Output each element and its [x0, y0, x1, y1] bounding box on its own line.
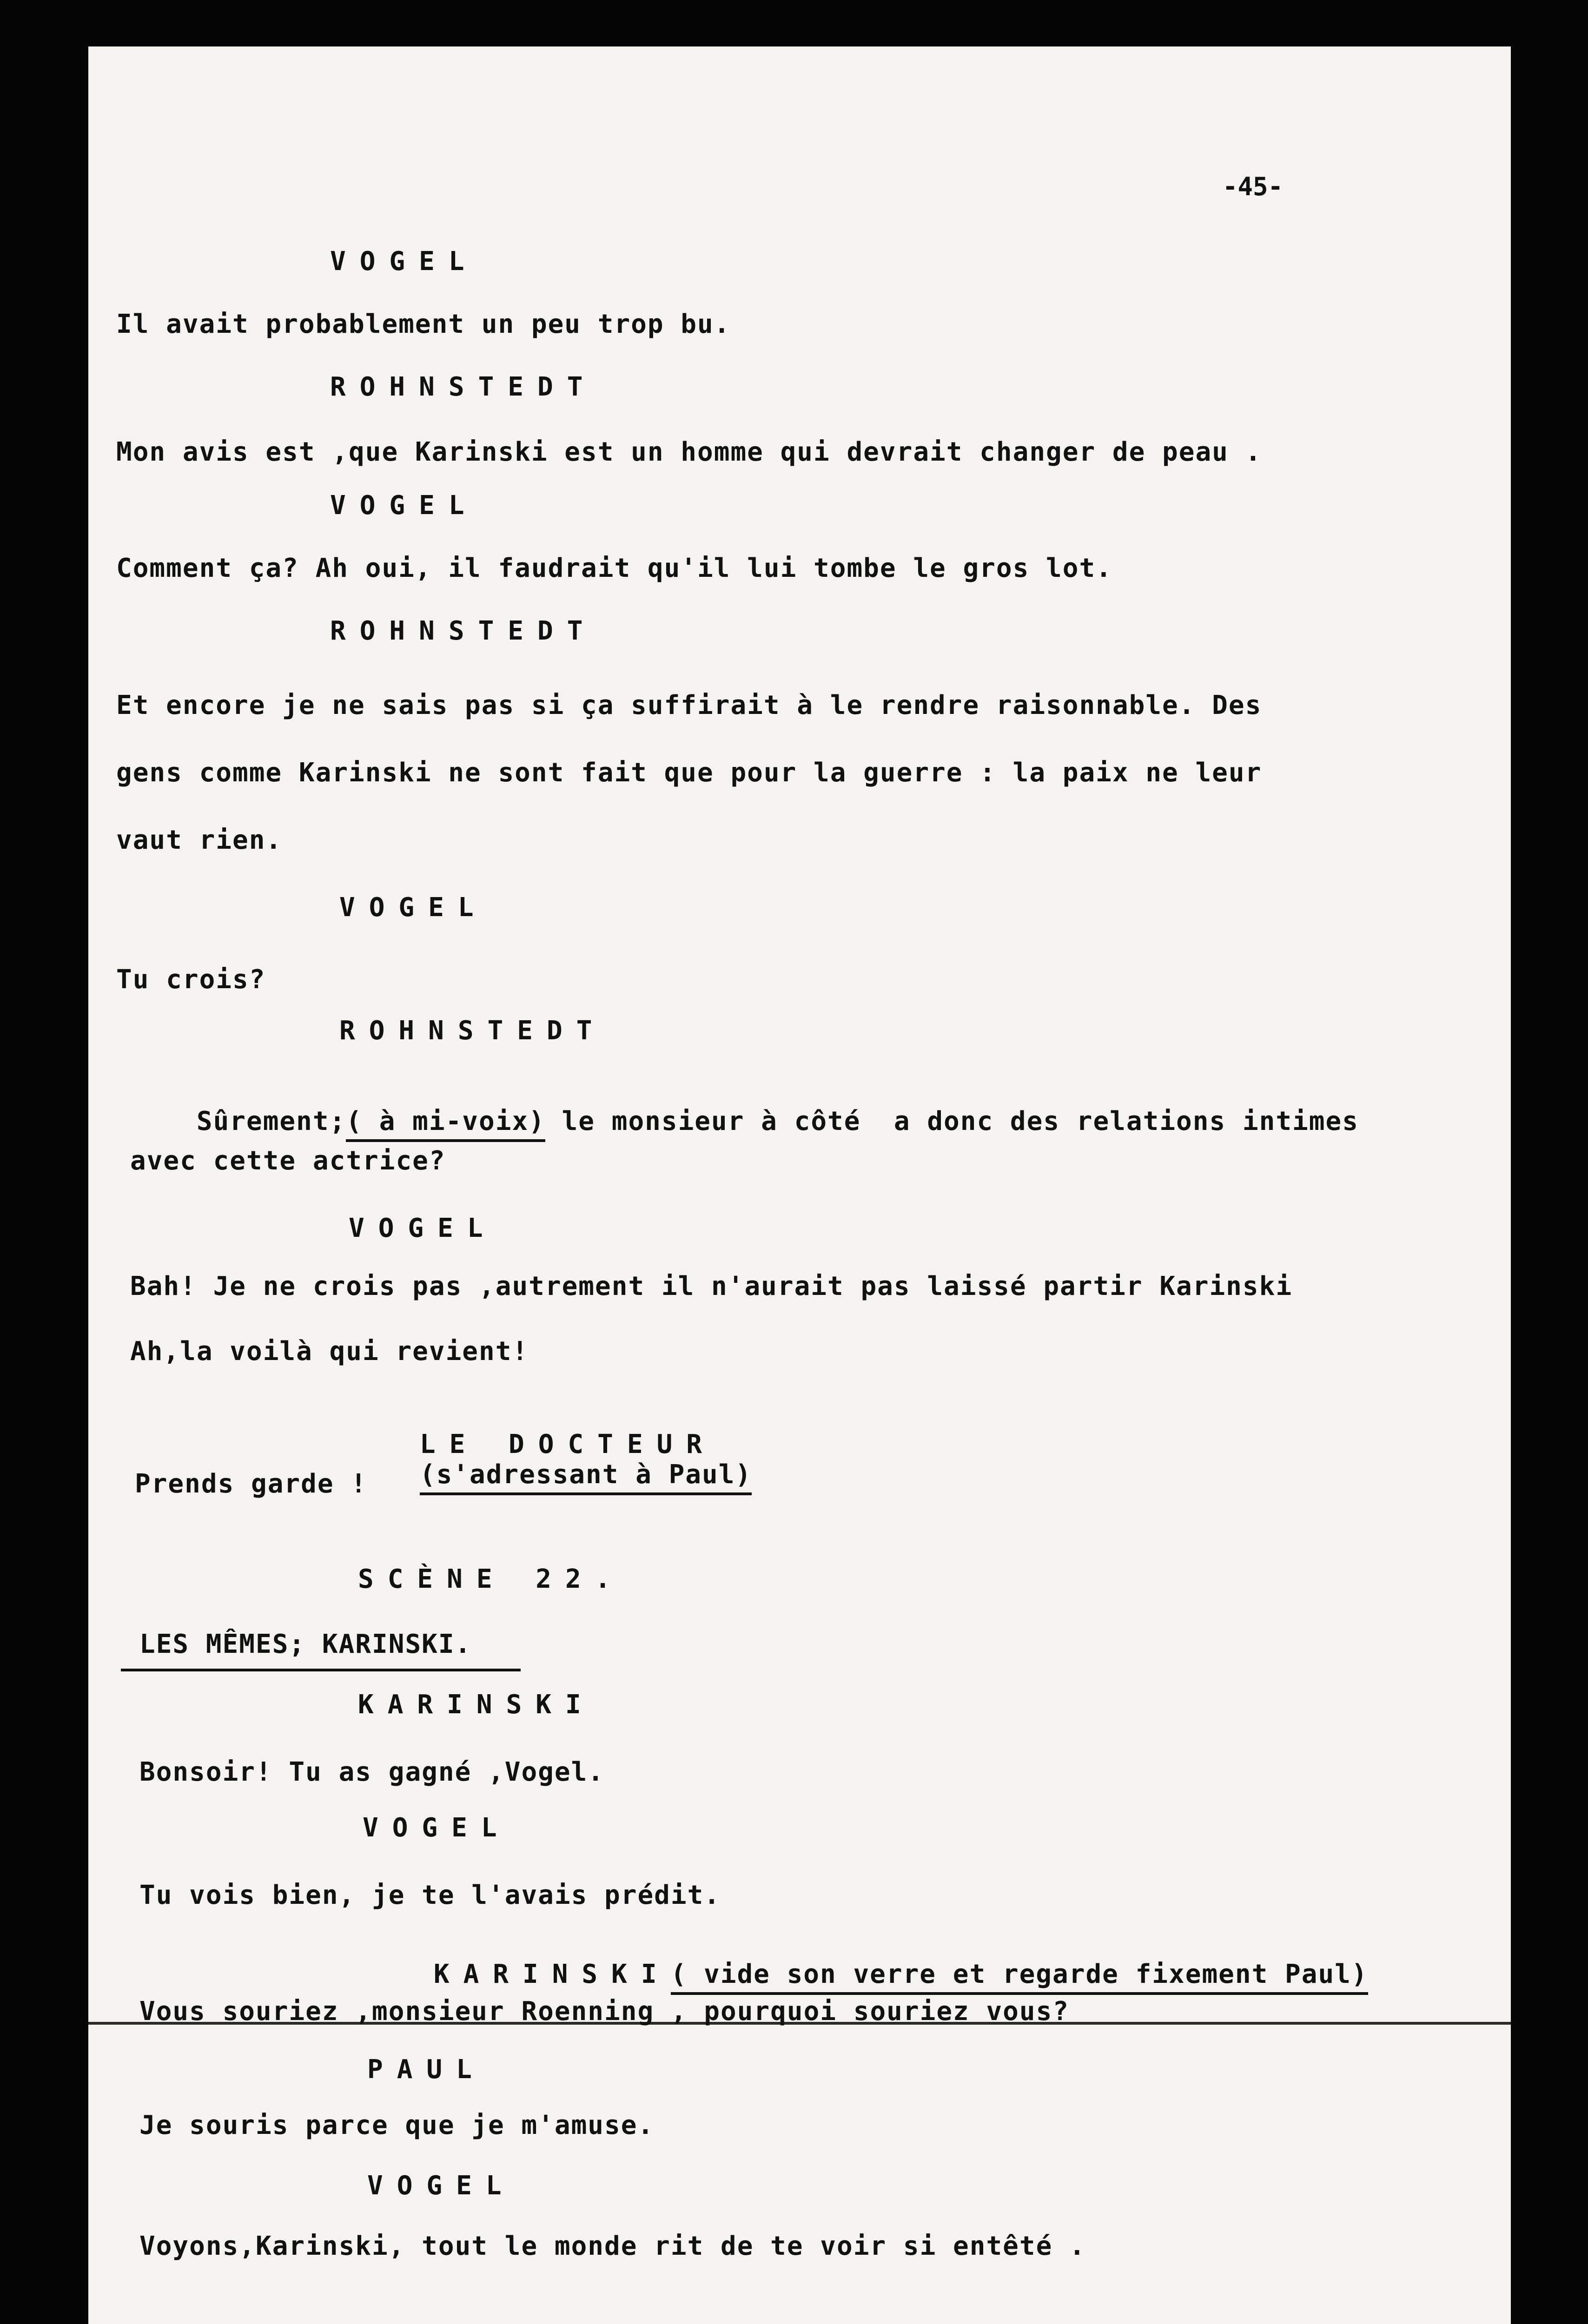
- dialogue-line: Bonsoir! Tu as gagné ,Vogel.: [139, 1757, 605, 1787]
- dialogue-line: avec cette actrice?: [130, 1146, 446, 1176]
- dialogue-line: Prends garde !: [135, 1469, 368, 1499]
- dialogue-line: vaut rien.: [116, 825, 283, 855]
- speaker-name: ROHNSTEDT: [339, 1016, 606, 1046]
- speaker-name: VOGEL: [367, 2171, 516, 2201]
- dialogue-line: Tu crois?: [116, 964, 266, 995]
- dialogue-line: Et encore je ne sais pas si ça suffirait à le rendre raisonnable. Des: [116, 690, 1262, 720]
- document-page: [88, 46, 1511, 2324]
- speaker-name: PAUL: [367, 2054, 486, 2085]
- speaker-name: ROHNSTEDT: [330, 372, 597, 402]
- dialogue-line: Il avait probablement un peu trop bu.: [116, 309, 731, 339]
- cast-list: LES MÊMES; KARINSKI.: [139, 1629, 472, 1659]
- speaker-name: VOGEL: [330, 246, 478, 277]
- dialogue-line: Vous souriez ,monsieur Roenning , pourquoi souriez vous?: [139, 1996, 1070, 2027]
- dialogue-text: Sûrement;: [196, 1106, 346, 1136]
- page-number: -45-: [1223, 172, 1284, 201]
- speaker-name: KARINSKI: [358, 1690, 595, 1720]
- dialogue-line: Comment ça? Ah oui, il faudrait qu'il lui tombe le gros lot.: [116, 553, 1112, 583]
- speaker-name: VOGEL: [330, 490, 478, 521]
- stage-direction: ( à mi-voix): [346, 1106, 545, 1142]
- dialogue-line: Ah,la voilà qui revient!: [130, 1336, 529, 1367]
- speaker-name: VOGEL: [349, 1213, 497, 1243]
- cast-underline: [121, 1669, 521, 1671]
- dialogue-line: Tu vois bien, je te l'avais prédit.: [139, 1880, 721, 1910]
- stage-direction: ( vide son verre et regarde fixement Paul): [671, 1959, 1368, 1995]
- scene-heading: SCÈNE 22.: [358, 1564, 625, 1594]
- speaker-name: VOGEL: [363, 1813, 511, 1843]
- dialogue-line: Bah! Je ne crois pas ,autrement il n'aurait pas laissé partir Karinski: [130, 1271, 1293, 1301]
- speaker-name: VOGEL: [339, 892, 488, 923]
- stage-direction: (s'adressant à Paul): [420, 1459, 752, 1495]
- dialogue-text: le monsieur à côté a donc des relations intimes: [545, 1106, 1359, 1136]
- dialogue-line: Voyons,Karinski, tout le monde rit de te voir si entêté .: [139, 2231, 1086, 2261]
- speaker-name: ROHNSTEDT: [330, 616, 597, 646]
- speaker-name: LE DOCTEUR: [419, 1429, 716, 1459]
- speaker-line: [353, 1399, 752, 1520]
- dialogue-line: Je souris parce que je m'amuse.: [139, 2110, 655, 2140]
- dialogue-line: gens comme Karinski ne sont fait que pour la guerre : la paix ne leur: [116, 758, 1262, 788]
- speaker-name: KARINSKI: [433, 1959, 671, 1989]
- dialogue-line: Mon avis est ,que Karinski est un homme qui devrait changer de peau .: [116, 437, 1262, 467]
